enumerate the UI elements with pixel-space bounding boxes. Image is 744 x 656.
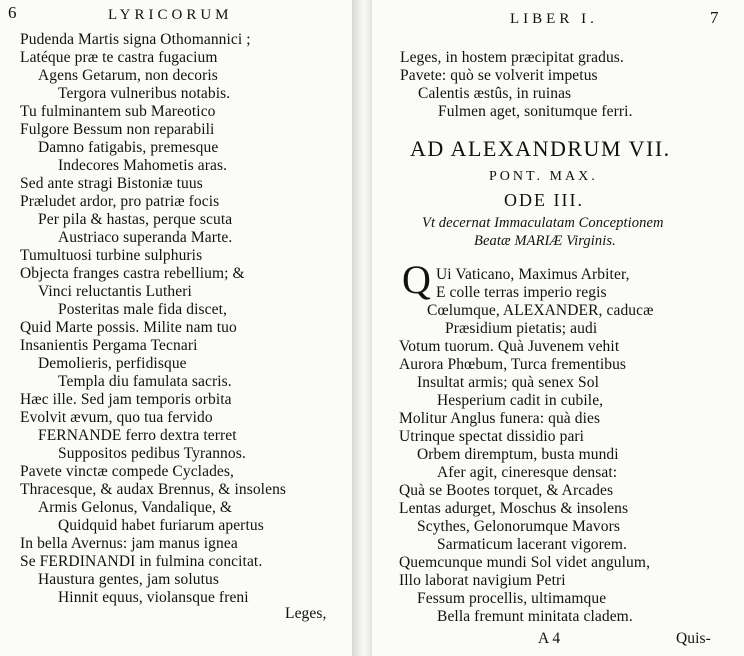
verse-line: Vinci reluctantis Lutheri [38, 283, 192, 300]
verse-line: Agens Getarum, non decoris [38, 67, 218, 84]
verse-line: Templa diu famulata sacris. [58, 373, 232, 390]
signature-mark: A 4 [538, 630, 561, 647]
right-page-verses [372, 0, 744, 656]
verse-line: Illo laborat navigium Petri [399, 572, 566, 589]
verse-line: Quemcunque mundi Sol videt angulum, [399, 554, 651, 571]
drop-cap: Q [402, 257, 431, 302]
verse-line: Insultat armis; quà senex Sol [417, 374, 599, 391]
verse-line: Præludet ardor, pro patriæ focis [20, 193, 220, 210]
dedication-line: Vt decernat Immaculatam Conceptionem [422, 215, 664, 231]
verse-line: E colle terras imperio regis [436, 284, 607, 301]
verse-line: Orbem diremptum, busta mundi [417, 446, 619, 463]
verse-line: Ui Vaticano, Maximus Arbiter, [436, 266, 630, 283]
verse-line: Objecta franges castra rebellium; & [20, 265, 245, 282]
running-head: LIBER I. [510, 11, 598, 27]
verse-line: Calentis æstûs, in ruinas [418, 85, 572, 102]
verse-line: Hinnit equus, violansque freni [58, 589, 249, 606]
verse-line: Quidquid habet furiarum apertus [58, 517, 264, 534]
verse-line: Tumultuosi turbine sulphuris [20, 247, 203, 264]
verse-line: Præsidium pietatis; audi [445, 320, 598, 337]
verse-line: Utrinque spectat dissidio pari [399, 428, 585, 445]
verse-line: FERNANDE ferro dextra terret [38, 427, 237, 444]
catchword: Leges, [285, 605, 327, 622]
verse-line: Latéque præ te castra fugacium [20, 49, 218, 66]
catchword: Quis- [676, 630, 711, 647]
verse-line: Insanientis Pergama Tecnari [20, 337, 198, 354]
verse-line: Quid Marte possis. Milite nam tuo [20, 319, 237, 336]
verse-line: Hæc ille. Sed jam temporis orbita [20, 391, 232, 408]
page-number: 6 [8, 3, 17, 22]
verse-line: Se FERDINANDI in fulmina concitat. [20, 553, 263, 570]
running-head: LYRICORUM [108, 7, 233, 23]
ode-number: ODE III. [504, 190, 584, 210]
verse-line: Suppositos pedibus Tyrannos. [58, 445, 246, 462]
left-page [0, 0, 352, 656]
verse-line: Lentas adurget, Moschus & insolens [399, 500, 629, 517]
poem-subtitle: PONT. MAX. [489, 169, 598, 184]
verse-line: Posteritas male fida discet, [58, 301, 227, 318]
verse-line: Pudenda Martis signa Othomannici ; [20, 31, 251, 48]
verse-line: Thracesque, & audax Brennus, & insolens [20, 481, 287, 498]
verse-line: Leges, in hostem præcipitat gradus. [400, 49, 624, 66]
verse-line: Damno fatigabis, premesque [38, 139, 219, 156]
verse-line: In bella Avernus: jam manus ignea [20, 535, 238, 552]
verse-line: Scythes, Gelonorumque Mavors [417, 518, 620, 535]
verse-line: Austriaco superanda Marte. [58, 229, 233, 246]
verse-line: Indecores Mahometis aras. [58, 157, 228, 174]
verse-line: Sarmaticum lacerant vigorem. [437, 536, 628, 553]
verse-line: Tu fulminantem sub Mareotico [20, 103, 216, 120]
verse-line: Per pila & hastas, perque scuta [38, 211, 233, 228]
verse-line: Aurora Phœbum, Turca frementibus [399, 356, 627, 373]
verse-line: Pavete: quò se volverit impetus [400, 67, 598, 84]
verse-line: Evolvit ævum, quo tua fervido [20, 409, 213, 426]
poem-title: AD ALEXANDRUM VII. [410, 136, 671, 161]
verse-line: Fessum procellis, ultimamque [417, 590, 607, 607]
verse-line: Pavete vinctæ compede Cyclades, [20, 463, 235, 480]
verse-line: Tergora vulneribus notabis. [58, 85, 231, 102]
verse-line: Fulgore Bessum non reparabili [20, 121, 215, 138]
verse-line: Bella fremunt minitata cladem. [437, 608, 633, 625]
verse-line: Armis Gelonus, Vandalique, & [38, 499, 233, 516]
verse-line: Demolieris, perfidisque [38, 355, 187, 372]
book-gutter [352, 0, 372, 656]
verse-line: Cœlumque, ALEXANDER, caducæ [427, 302, 654, 319]
page-number: 7 [710, 8, 719, 27]
dedication-line: Beatæ MARIÆ Virginis. [474, 233, 616, 249]
verse-line: Quà se Bootes torquet, & Arcades [399, 482, 614, 499]
verse-line: Afer agit, cineresque densat: [437, 464, 618, 481]
verse-line: Haustura gentes, jam solutus [38, 571, 220, 588]
verse-line: Fulmen aget, sonitumque ferri. [438, 103, 633, 120]
verse-line: Sed ante stragi Bistoniæ tuus [20, 175, 203, 192]
verse-line: Molitur Anglus funera: quà dies [399, 410, 601, 427]
verse-line: Votum tuorum. Quà Juvenem vehit [399, 338, 620, 355]
verse-line: Hesperium cadit in cubile, [437, 392, 604, 409]
